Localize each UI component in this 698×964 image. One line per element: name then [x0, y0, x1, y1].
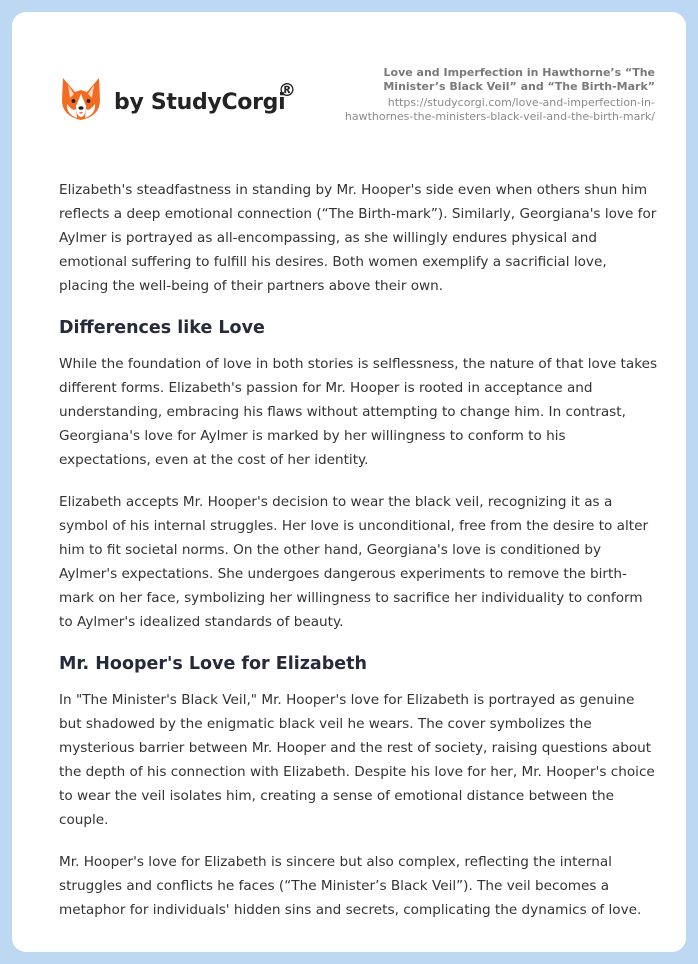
- paragraph-2: While the foundation of love in both stories is selflessness, the nature of that love takes different forms. Elizabeth's passion for Mr. Hooper is rooted in acceptance and understanding, embracing his flaws without attempting to change him. In contrast, Georgiana's love for Aylmer is marked by her willingness to conform to his expectations, even at the cost of her identity.: [59, 356, 658, 468]
- source-title: Love and Imperfection in Hawthorne’s “The Minister’s Black Veil” and “The Birth-Mark”: [383, 66, 655, 93]
- registered-mark: ®: [278, 80, 296, 101]
- studycorgi-logo[interactable]: [60, 76, 320, 126]
- paragraph-1: Elizabeth's steadfastness in standing by Mr. Hooper's side even when others shun him reflects a deep emotional connection (“The Birth-mark”). Similarly, Georgiana's love for Aylmer is portrayed as all-encompassing, as she willingly endures physical and emotional suffering to fulfill his desires. Both women exemplify a sacrificial love, placing the well-being of their partners above their own.: [59, 182, 657, 294]
- document-page: [12, 12, 686, 952]
- corgi-logo-icon: [60, 76, 102, 122]
- logo-text: by StudyCorgi: [114, 90, 286, 115]
- article-body: [59, 178, 659, 940]
- source-citation: [325, 66, 655, 124]
- heading-mr-hoopers-love: Mr. Hooper's Love for Elizabeth: [59, 654, 367, 674]
- source-url-link[interactable]: https://studycorgi.com/love-and-imperfection-in-hawthornes-the-ministers-black-veil-and-the-birth-mark/: [344, 96, 655, 123]
- paragraph-3: Elizabeth accepts Mr. Hooper's decision to wear the black veil, recognizing it as a symbol of his internal struggles. Her love is unconditional, free from the desire to alter him to fit societal norms. On the other hand, Georgiana's love is conditioned by Aylmer's expectations. She undergoes dangerous experiments to remove the birth-mark on her face, symbolizing her willingness to sacrifice her individuality to conform to Aylmer's idealized standards of beauty.: [59, 494, 649, 630]
- heading-differences-like-love: Differences like Love: [59, 318, 265, 338]
- paragraph-5: Mr. Hooper's love for Elizabeth is sincere but also complex, reflecting the internal struggles and conflicts he faces (“The Minister’s Black Veil”). The veil becomes a metaphor for individuals' hidden sins and secrets, complicating the dynamics of love.: [59, 854, 642, 918]
- page-header: [12, 12, 686, 152]
- paragraph-4: In "The Minister's Black Veil," Mr. Hooper's love for Elizabeth is portrayed as genuine but shadowed by the enigmatic black veil he wears. The cover symbolizes the mysterious barrier between Mr. Hooper and the rest of society, raising questions about the depth of his connection with Elizabeth. Despite his love for her, Mr. Hooper's choice to wear the veil isolates him, creating a sense of emotional distance between the couple.: [59, 692, 655, 828]
